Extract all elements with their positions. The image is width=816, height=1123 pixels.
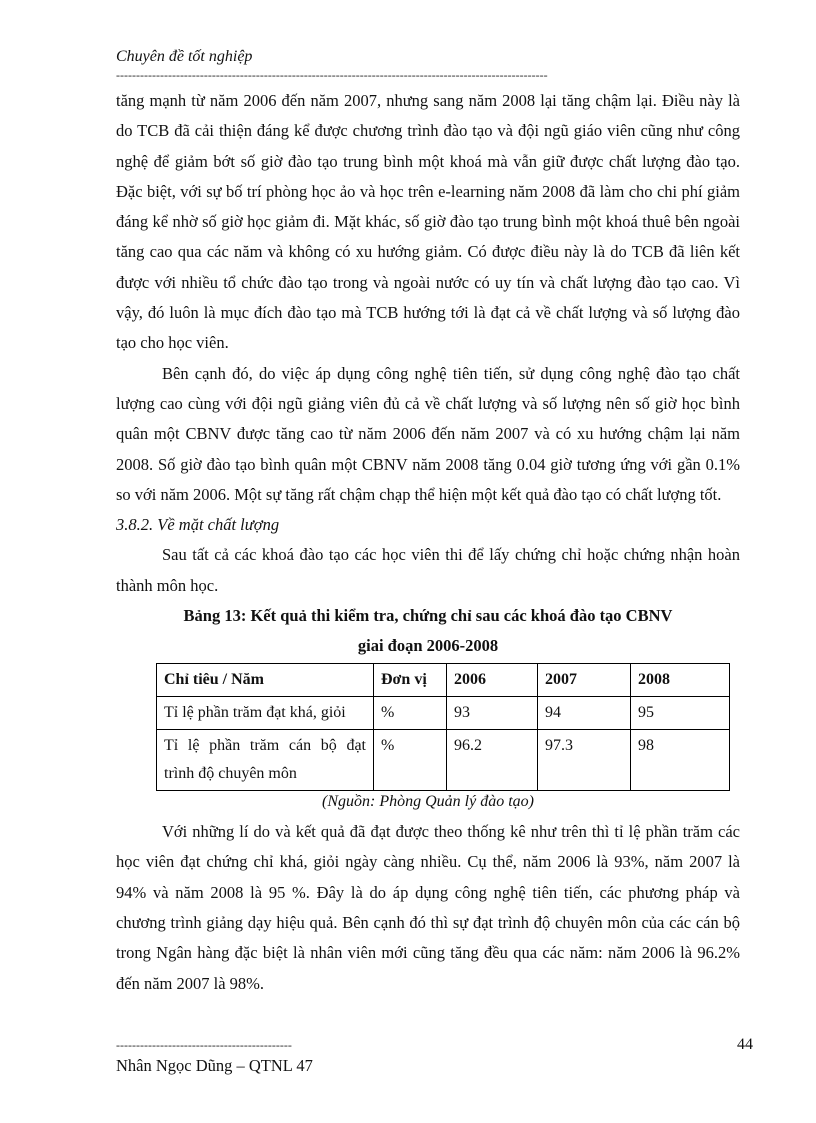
table-cell: % [374,697,447,730]
header-cell: Đơn vị [374,664,447,697]
header-divider: ------------------------------------------------------------------------------------------------------------ [116,68,548,82]
section-heading: 3.8.2. Về mặt chất lượng [116,515,280,535]
page-number: 44 [737,1036,753,1053]
table-cell: 93 [447,697,538,730]
table-cell: 95 [631,697,730,730]
paragraph-2: Bên cạnh đó, do việc áp dụng công nghệ tiên tiến, sử dụng công nghệ đào tạo chất lượng cao cùng với đội ngũ giảng viên đủ cả về chất lượng và số lượng nên số giờ học bình quân một CBNV được tăng cao từ năm 2006 đến năm 2007 và có xu hướng chậm lại năm 2008. Số giờ đào tạo bình quân một CBNV năm 2008 tăng 0.04 giờ tương ứng với gần 0.1% so với năm 2006. Một sự tăng rất chậm chạp thể hiện một kết quả đào tạo có chất lượng tốt. [116,363,740,504]
paragraph-4: Với những lí do và kết quả đã đạt được theo thống kê như trên thì tỉ lệ phần trăm các học viên đạt chứng chỉ khá, giỏi ngày càng nhiều. Cụ thể, năm 2006 là 93%, năm 2007 là 94% và năm 2008 là 95 %. Đây là do áp dụng công nghệ tiên tiến, các phương pháp và chương trình giảng dạy hiệu quả. Bên cạnh đó thì sự đạt trình độ chuyên môn của các cán bộ trong Ngân hàng đặc biệt là nhân viên mới cũng tăng đều qua các năm: năm 2006 là 96.2% đến năm 2007 là 98%. [116,822,740,993]
table-row [157,730,730,791]
table-header-row [157,664,730,697]
results-table [156,663,730,791]
table-source: (Nguồn: Phòng Quản lý đào tạo) [322,793,534,811]
footer-divider: -------------------------------------------- [116,1038,292,1052]
table-cell: Tỉ lệ phần trăm cán bộ đạt trình độ chuyên môn [157,730,374,791]
header-cell: Chỉ tiêu / Năm [157,664,374,697]
table-cell: Tỉ lệ phần trăm đạt khá, giỏi [157,697,374,730]
table-cell: 98 [631,730,730,791]
paragraph-1: tăng mạnh từ năm 2006 đến năm 2007, nhưng sang năm 2008 lại tăng chậm lại. Điều này là do TCB đã cải thiện đáng kể được chương trình đào tạo và đội ngũ giáo viên cũng như công nghệ để giảm bớt số giờ đào tạo trung bình một khoá mà vẫn giữ được chất lượng đào tạo. Đặc biệt, với sự bố trí phòng học ảo và học trên e-learning năm 2008 đã làm cho chi phí giảm đáng kể nhờ số giờ học giảm đi. Mặt khác, số giờ đào tạo trung bình một khoá thuê bên ngoài tăng cao qua các năm và không có xu hướng giảm. Có được điều này là do TCB đã liên kết được với nhiều tổ chức đào tạo trong và ngoài nước có uy tín và chất lượng đào tạo cao. Vì vậy, đó luôn là mục đích đào tạo mà TCB hướng tới là đạt cả về chất lượng và số lượng đào tạo cho học viên. [116,91,740,353]
footer-author: Nhân Ngọc Dũng – QTNL 47 [116,1056,313,1075]
header-cell: 2008 [631,664,730,697]
table-row [157,697,730,730]
table-caption-line-2: giai đoạn 2006-2008 [357,636,499,656]
table-cell: 97.3 [538,730,631,791]
table-cell: 96.2 [447,730,538,791]
table-cell: 94 [538,697,631,730]
header-cell: 2006 [447,664,538,697]
document-body [116,86,740,999]
table-caption-line-1: Bảng 13: Kết quả thi kiểm tra, chứng chỉ sau các khoá đào tạo CBNV [183,606,673,626]
paragraph-3: Sau tất cả các khoá đào tạo các học viên thi để lấy chứng chỉ hoặc chứng nhận hoàn thành môn học. [116,545,740,595]
page-header-title: Chuyên đề tốt nghiệp [116,48,253,65]
table-cell: % [374,730,447,791]
header-cell: 2007 [538,664,631,697]
